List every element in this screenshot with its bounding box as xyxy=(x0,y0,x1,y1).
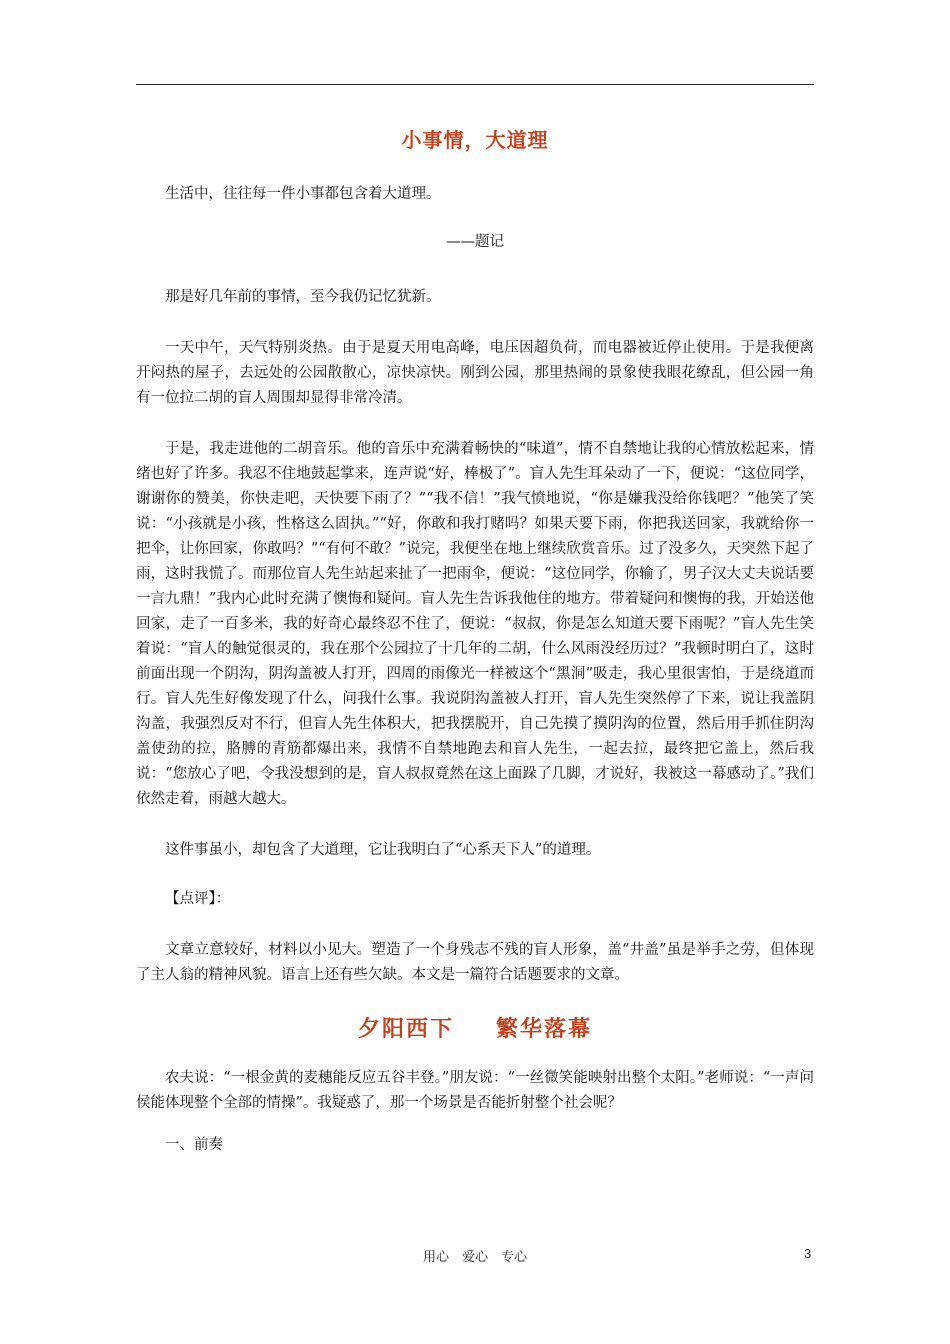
paragraph-3: 于是，我走进他的二胡音乐。他的音乐中充满着畅快的“味道”，情不自禁地让我的心情放松起来，情绪也好了许多。我忍不住地鼓起掌来，连声说“好，棒极了”。盲人先生耳朵动了一下，便说：“这位同学，谢谢你的赞美，你快走吧，天快要下雨了？”“我不信！”我气愤地说，“你是嫌我没给你钱吧？”他笑了笑说：“小孩就是小孩，性格这么固执。”“好，你敢和我打赌吗？如果天要下雨，你把我送回家，我就给你一把伞，让你回家，你敢吗？”“有何不敢？”说完，我便坐在地上继续欣赏音乐。过了没多久，天突然下起了雨，这时我慌了。而那位盲人先生站起来扯了一把雨伞，便说：“这位同学，你输了，男子汉大丈夫说话要一言九鼎！”我内心此时充满了懊悔和疑问。盲人先生告诉我他住的地方。带着疑问和懊悔的我，开始送他回家，走了一百多米，我的好奇心最终忍不住了，便说：“叔叔，你是怎么知道天要下雨呢？”盲人先生笑着说：“盲人的触觉很灵的，我在那个公园拉了十几年的二胡，什么风雨没经历过？”我顿时明白了，这时前面出现一个阴沟，阴沟盖被人打开，四周的雨像光一样被这个“黑洞”吸走，我心里很害怕，于是绕道而行。盲人先生好像发现了什么，问我什么事。我说阴沟盖被人打开，盲人先生突然停了下来，说让我盖阴沟盖，我强烈反对不行，但盲人先生体积大，把我摆脱开，自己先摸了摸阴沟的位置，然后用手抓住阴沟盖使劲的拉，胳膊的青筋都爆出来，我情不自禁地跑去和盲人先生，一起去拉，最终把它盖上，然后我说：“您放心了吧，令我没想到的是，盲人叔叔竟然在这上面跺了几脚，才说好，我被这一幕感动了。”我们依然走着，雨越大越大。 xyxy=(136,441,814,807)
paragraph-1: 那是好几年前的事情，至今我仍记忆犹新。 xyxy=(165,289,441,305)
article2-paragraph: 农夫说：“一根金黄的麦穗能反应五谷丰登。”朋友说：“一丝微笑能映射出整个太阳。”老师说：“一声问侯能体现整个全部的情操”。我疑惑了，那一个场景是否能折射整个社会呢？ xyxy=(136,1070,814,1111)
review-text: 文章立意较好，材料以小见大。塑造了一个身残志不残的盲人形象，盖“井盖”虽是举手之劳，但体现了主人翁的精神风貌。语言上还有些欠缺。本文是一篇符合话题要求的文章。 xyxy=(136,942,814,983)
epigraph-signature: ——题记 xyxy=(446,234,504,250)
paragraph-2: 一天中午，天气特别炎热。由于是夏天用电高峰，电压因超负荷，而电器被近停止使用。于是我便离开闷热的屋子，去远处的公园散散心，凉快凉快。刚到公园，那里热闹的景象使我眼花缭乱，但公园一角有一位拉二胡的盲人周围却显得非常冷清。 xyxy=(136,340,814,406)
epigraph: 生活中，往往每一件小事都包含着大道理。 xyxy=(165,186,441,202)
review-label: 【点评】： xyxy=(165,891,231,907)
header-rule xyxy=(136,84,814,85)
footer-motto: 用心 爱心 专心 xyxy=(422,1250,527,1265)
article2-section-heading: 一、前奏 xyxy=(165,1137,223,1153)
paragraph-4: 这件事虽小，却包含了大道理，它让我明白了“心系天下人”的道理。 xyxy=(165,842,601,858)
page-content xyxy=(136,118,814,1158)
article1-title: 小事情，大道理 xyxy=(401,128,549,152)
page-number: 3 xyxy=(804,1246,812,1261)
article2-title-part2: 繁华落幕 xyxy=(496,1017,593,1042)
article2-title xyxy=(136,1012,814,1043)
article2-title-part1: 夕阳西下 xyxy=(357,1017,454,1042)
